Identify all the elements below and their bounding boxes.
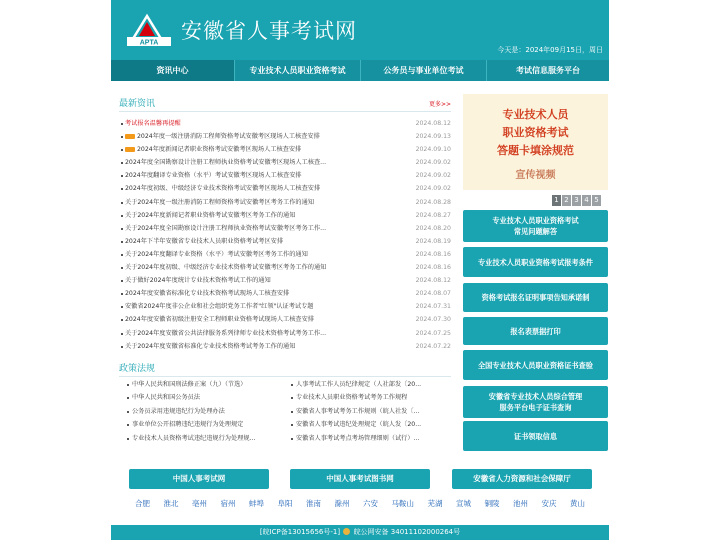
current-date: 今天是：2024年09月15日，周日 (497, 46, 603, 54)
banner-page-3[interactable]: 3 (572, 195, 581, 206)
news-title[interactable]: 2024年下半年安徽省专业技术人员职业资格考试考区安排 (125, 237, 284, 245)
bullet-icon (127, 438, 129, 440)
news-date: 2024.09.02 (415, 159, 451, 167)
bullet-icon (121, 228, 123, 230)
news-row[interactable] (119, 156, 451, 169)
banner-page-5[interactable]: 5 (592, 195, 601, 206)
news-row[interactable] (119, 143, 451, 156)
news-date: 2024.08.16 (415, 250, 451, 258)
news-row[interactable] (119, 235, 451, 248)
banner-page-4[interactable]: 4 (582, 195, 591, 206)
news-title[interactable]: 关于2024年度安徽省公共法律服务系列律师专业技术资格考试考务工作... (125, 329, 327, 337)
news-row[interactable] (119, 340, 451, 353)
city-link[interactable]: 马鞍山 (391, 499, 414, 508)
link-cpta[interactable]: 中国人事考试网 (129, 469, 269, 489)
news-date: 2024.08.27 (415, 211, 451, 219)
news-date: 2024.09.10 (415, 146, 451, 154)
news-section-header (119, 96, 451, 112)
bullet-icon (127, 411, 129, 413)
law-row[interactable] (125, 405, 283, 418)
news-date: 2024.09.02 (415, 172, 451, 180)
news-row[interactable] (119, 287, 451, 300)
bullet-icon (121, 267, 123, 269)
bullet-icon (127, 384, 129, 386)
law-title[interactable]: 安徽省人事考试违纪处理规定（皖人发〔20... (296, 421, 422, 429)
banner-line-4: 宣传视频 (515, 170, 556, 181)
news-date: 2024.08.20 (415, 224, 451, 232)
city-link[interactable]: 宣城 (456, 499, 471, 508)
laws-list-left (125, 378, 283, 445)
news-title[interactable] (125, 143, 301, 156)
police-badge-icon (343, 528, 350, 535)
bullet-icon (121, 149, 123, 151)
law-row[interactable] (125, 432, 283, 445)
bullet-icon (291, 397, 293, 399)
side-button-1[interactable] (463, 210, 608, 242)
news-title[interactable]: 关于2024年度一级注册消防工程师资格考试安徽考区考务工作的通知 (125, 198, 314, 206)
city-link[interactable]: 阜阳 (277, 499, 293, 508)
news-row[interactable] (119, 209, 451, 222)
banner-pager (552, 195, 601, 206)
law-row[interactable] (289, 378, 439, 391)
news-date: 2024.08.16 (415, 264, 451, 272)
side-button-5[interactable] (463, 350, 608, 380)
law-row[interactable] (289, 391, 439, 404)
news-date: 2024.09.02 (415, 185, 451, 193)
city-link[interactable]: 黄山 (570, 499, 585, 508)
city-link[interactable]: 淮北 (163, 499, 179, 508)
news-title[interactable]: 关于2024年度新闻记者职业资格考试安徽考区考务工作的通知 (125, 211, 296, 219)
banner-line-3: 答题卡填涂规范 (497, 144, 574, 157)
law-row[interactable] (289, 418, 439, 431)
bullet-icon (121, 333, 123, 335)
police-record[interactable]: 皖公网安备 34011102000264号 (353, 528, 461, 536)
city-link[interactable]: 宿州 (220, 499, 236, 508)
main-container (111, 0, 609, 540)
news-date: 2024.08.12 (415, 120, 451, 127)
side-button-label: 全国专业技术人员职业资格证书查验 (477, 360, 593, 370)
side-button-label: 专业技术人员职业资格考试 (492, 216, 579, 225)
side-button-sublabel: 常见问题解答 (513, 227, 558, 236)
law-title[interactable]: 专业技术人员资格考试违纪违规行为处理规... (132, 434, 256, 442)
bullet-icon (127, 397, 129, 399)
law-row[interactable] (289, 405, 439, 418)
news-date: 2024.08.12 (415, 277, 451, 285)
news-row[interactable] (119, 248, 451, 261)
banner-line-2: 职业资格考试 (502, 126, 569, 139)
side-button-3[interactable] (463, 283, 608, 312)
news-date: 2024.08.19 (415, 237, 451, 245)
laws-section-header (119, 361, 451, 377)
news-date: 2024.08.28 (415, 198, 451, 206)
site-logo[interactable] (125, 12, 175, 48)
bullet-icon (121, 175, 123, 177)
bullet-icon (121, 306, 123, 308)
bullet-icon (121, 241, 123, 243)
bullet-icon (121, 319, 123, 321)
news-title[interactable]: 2024年度全国勘察设计注册工程师执业资格考试安徽考区现场人工核查... (125, 159, 327, 167)
city-link[interactable]: 合肥 (135, 499, 150, 508)
law-title[interactable]: 安徽省人事考试考务工作规则（皖人社发〔... (296, 407, 420, 415)
news-row[interactable] (119, 313, 451, 326)
news-row[interactable] (119, 274, 451, 287)
news-date: 2024.07.30 (415, 316, 451, 324)
side-button-6[interactable] (463, 386, 608, 418)
bullet-icon (121, 293, 123, 295)
news-date: 2024.08.07 (415, 290, 451, 298)
promo-banner[interactable] (463, 94, 608, 190)
law-row[interactable] (289, 432, 439, 445)
city-links (135, 498, 585, 509)
bullet-icon (291, 384, 293, 386)
news-section-title: 最新资讯 (119, 99, 156, 109)
news-row[interactable] (119, 130, 451, 143)
law-title[interactable]: 安徽省人事考试考点考场管理细则（试行）... (296, 434, 420, 442)
news-row[interactable] (119, 169, 451, 182)
site-footer (111, 525, 609, 540)
news-row[interactable] (119, 182, 451, 195)
city-link[interactable]: 六安 (363, 499, 378, 508)
city-link[interactable]: 亳州 (192, 499, 207, 508)
link-ah-hrss[interactable]: 安徽省人力资源和社会保障厅 (452, 469, 592, 489)
banner-page-2[interactable]: 2 (562, 195, 571, 206)
news-title[interactable]: 2024年度翻译专业资格（水平）考试安徽考区现场人工核查安排 (125, 172, 302, 180)
news-title[interactable]: 2024年度安徽省初级注册安全工程师职业资格考试现场人工核查安排 (125, 316, 314, 324)
news-list (119, 117, 451, 353)
news-title[interactable]: 考试报名温馨再提醒 (125, 120, 181, 127)
news-title[interactable]: 关于2024年度全国勘察设计注册工程师执业资格考试安徽考区考务工作... (125, 224, 327, 232)
news-title[interactable] (125, 130, 320, 143)
side-button-2[interactable] (463, 247, 608, 277)
news-title[interactable]: 关于做好2024年度统计专业技术资格考试工作的通知 (125, 277, 271, 285)
news-date: 2024.07.22 (415, 342, 451, 350)
news-row[interactable] (119, 117, 451, 130)
link-cpta-books[interactable]: 中国人事考试图书网 (290, 469, 430, 489)
news-title[interactable]: 关于2024年度初级、中级经济专业技术资格考试安徽考区考务工作的通知 (125, 264, 327, 272)
bullet-icon (291, 424, 293, 426)
main-nav (111, 60, 609, 81)
city-link[interactable]: 安庆 (541, 499, 557, 508)
side-button-label: 专业技术人员职业资格考试报考条件 (477, 257, 593, 267)
bullet-icon (291, 438, 293, 440)
bullet-icon (291, 411, 293, 413)
side-button-7[interactable] (463, 421, 608, 451)
law-row[interactable] (125, 418, 283, 431)
law-title[interactable]: 中华人民共和国公务员法 (132, 394, 201, 402)
news-row[interactable] (119, 196, 451, 209)
banner-line-1: 专业技术人员 (502, 108, 569, 121)
nav-professional-exam[interactable]: 专业技术人员职业资格考试 (235, 60, 361, 81)
nav-civil-service-exam[interactable]: 公务员与事业单位考试 (361, 60, 487, 81)
news-row[interactable] (119, 327, 451, 340)
side-button-sublabel: 服务平台电子证书查询 (499, 403, 572, 412)
law-row[interactable] (125, 391, 283, 404)
city-link[interactable]: 淮南 (306, 499, 321, 508)
bullet-icon (121, 254, 123, 256)
law-title[interactable]: 专业技术人员职业资格考试考务工作规程 (296, 394, 408, 402)
side-button-label: 报名表票据打印 (510, 326, 561, 336)
law-title[interactable]: 中华人民共和国刑法修正案（九）（节选） (132, 381, 247, 388)
side-button-label: 证书领取信息 (513, 431, 558, 441)
city-link[interactable]: 蚌埠 (249, 499, 264, 508)
site-header (111, 0, 609, 60)
news-more-link[interactable]: 更多>> (428, 101, 451, 108)
law-row[interactable] (125, 378, 283, 391)
bullet-icon (121, 136, 123, 138)
icp-record[interactable]: [皖ICP备13015656号-1] (259, 528, 341, 536)
logo-text: APTA (139, 39, 159, 47)
bullet-icon (121, 188, 123, 190)
news-row[interactable] (119, 261, 451, 274)
laws-list-right (289, 378, 439, 445)
news-date: 2024.07.25 (415, 329, 451, 337)
news-title-text: 2024年度新闻记者职业资格考试安徽考区现场人工核查安排 (137, 146, 302, 154)
new-badge-icon (125, 134, 135, 139)
banner-page-1[interactable]: 1 (552, 195, 561, 206)
bullet-icon (121, 280, 123, 282)
side-button-label: 安徽省专业技术人员综合管理 (488, 392, 583, 401)
new-badge-icon (125, 147, 135, 152)
side-button-label: 资格考试报名证明事项告知承诺制 (481, 293, 590, 302)
city-link[interactable]: 芜湖 (427, 499, 443, 508)
laws-section-title: 政策法规 (119, 364, 156, 374)
news-title-text: 2024年度一级注册消防工程师资格考试安徽考区现场人工核查安排 (137, 133, 320, 141)
city-link[interactable]: 池州 (513, 499, 528, 508)
news-title[interactable]: 关于2024年度安徽省标准化专业技术资格考试考务工作的通知 (125, 342, 296, 350)
law-title[interactable]: 事业单位公开招聘违纪违规行为处理规定 (132, 421, 244, 429)
news-title[interactable]: 安徽省2024年度非公企业和社会组织党务工作者"红领"认证考试专题 (125, 303, 314, 311)
news-date: 2024.07.31 (415, 303, 451, 311)
nav-info-platform[interactable]: 考试信息服务平台 (516, 66, 580, 75)
news-row[interactable] (119, 300, 451, 313)
bullet-icon (121, 346, 123, 348)
bullet-icon (121, 162, 123, 164)
bullet-icon (127, 424, 129, 426)
news-title[interactable]: 关于2024年度翻译专业资格（水平）考试安徽考区考务工作的通知 (125, 250, 308, 258)
nav-news-center[interactable]: 资讯中心 (111, 60, 235, 81)
side-button-4[interactable] (463, 317, 608, 345)
news-row[interactable] (119, 222, 451, 235)
bullet-icon (121, 123, 123, 125)
bullet-icon (121, 202, 123, 204)
law-title[interactable]: 公务员录用违规违纪行为处理办法 (132, 407, 225, 415)
law-title[interactable]: 人事考试工作人员纪律规定（人社部发〔20... (296, 381, 422, 388)
bullet-icon (121, 215, 123, 217)
site-title: 安徽省人事考试网 (181, 19, 357, 43)
news-title[interactable]: 2024年度初级、中级经济专业技术资格考试安徽考区现场人工核查安排 (125, 185, 321, 193)
city-link[interactable]: 铜陵 (484, 499, 500, 508)
city-link[interactable]: 滁州 (334, 499, 350, 508)
news-title[interactable]: 2024年度安徽省标准化专业技术资格考试现场人工核查安排 (125, 290, 290, 298)
news-date: 2024.09.13 (415, 133, 451, 141)
